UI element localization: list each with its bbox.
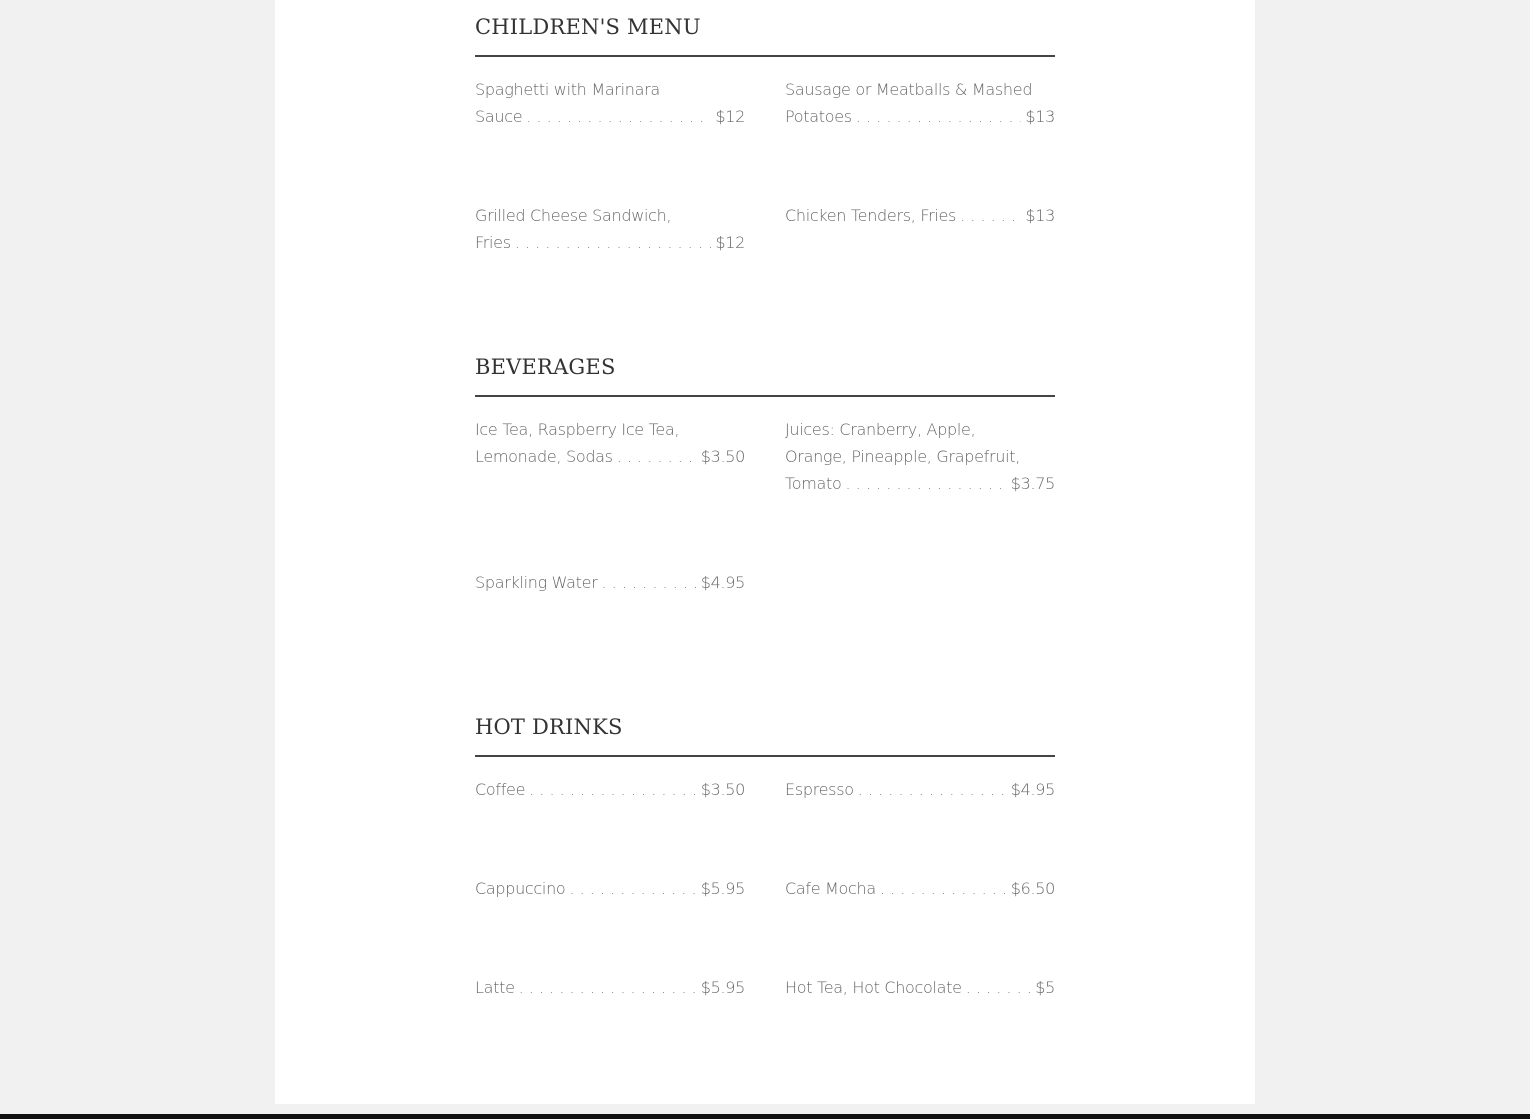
item-price: $3.50 bbox=[700, 447, 745, 466]
item-name: Hot Tea, Hot Chocolate bbox=[785, 978, 962, 997]
menu-item bbox=[785, 416, 1055, 497]
section-hot-drinks bbox=[475, 707, 1055, 997]
section-title: HOT DRINKS bbox=[475, 715, 623, 739]
dot-leader bbox=[526, 103, 711, 130]
section-divider bbox=[475, 755, 1055, 757]
dot-leader bbox=[569, 875, 696, 902]
dot-leader bbox=[856, 103, 1022, 130]
item-name: Cafe Mocha bbox=[785, 879, 876, 898]
menu-item bbox=[475, 76, 745, 130]
menu-item bbox=[475, 202, 745, 256]
item-name: Coffee bbox=[475, 780, 526, 799]
item-name-line: Grilled Cheese Sandwich, bbox=[475, 206, 672, 225]
item-name-line: Spaghetti with Marinara bbox=[475, 80, 660, 99]
bottom-bar bbox=[0, 1114, 1530, 1119]
menu-item bbox=[475, 875, 745, 902]
dot-leader bbox=[515, 229, 712, 256]
menu-item bbox=[785, 202, 1055, 229]
item-name: Sparkling Water bbox=[475, 573, 598, 592]
menu-item bbox=[785, 776, 1055, 803]
item-price: $5.95 bbox=[700, 879, 745, 898]
dot-leader bbox=[858, 776, 1007, 803]
dot-leader bbox=[846, 470, 1007, 497]
dot-leader bbox=[617, 443, 697, 470]
item-price: $5.95 bbox=[700, 978, 745, 997]
item-name: Espresso bbox=[785, 780, 854, 799]
dot-leader bbox=[601, 569, 696, 596]
item-price: $13 bbox=[1025, 107, 1055, 126]
menu-page bbox=[275, 0, 1255, 1104]
dot-leader bbox=[966, 974, 1032, 1001]
item-price: $5 bbox=[1035, 978, 1055, 997]
menu-item bbox=[785, 76, 1055, 130]
item-name: Lemonade, Sodas bbox=[475, 447, 613, 466]
item-name: Potatoes bbox=[785, 107, 852, 126]
item-name-line: Orange, Pineapple, Grapefruit, bbox=[785, 447, 1020, 466]
menu-item bbox=[475, 776, 745, 803]
item-name: Chicken Tenders, Fries bbox=[785, 206, 957, 225]
item-name: Latte bbox=[475, 978, 515, 997]
menu-item bbox=[475, 974, 745, 1001]
item-name: Fries bbox=[475, 233, 511, 252]
item-price: $12 bbox=[715, 233, 745, 252]
menu-item bbox=[785, 974, 1055, 1001]
section-divider bbox=[475, 55, 1055, 57]
dot-leader bbox=[880, 875, 1007, 902]
dot-leader bbox=[529, 776, 697, 803]
item-price: $3.75 bbox=[1010, 474, 1055, 493]
item-name: Tomato bbox=[785, 474, 842, 493]
section-beverages bbox=[475, 347, 1055, 592]
dot-leader bbox=[960, 202, 1021, 229]
section-title: BEVERAGES bbox=[475, 355, 616, 379]
menu-item bbox=[475, 569, 745, 596]
menu-item bbox=[475, 416, 745, 470]
item-name-line: Juices: Cranberry, Apple, bbox=[785, 420, 976, 439]
item-price: $4.95 bbox=[700, 573, 745, 592]
section-title: CHILDREN'S MENU bbox=[475, 15, 701, 39]
dot-leader bbox=[519, 974, 697, 1001]
item-name: Sauce bbox=[475, 107, 523, 126]
item-price: $3.50 bbox=[700, 780, 745, 799]
item-name-line: Sausage or Meatballs & Mashed bbox=[785, 80, 1033, 99]
section-childrens-menu bbox=[475, 7, 1055, 252]
menu-item bbox=[785, 875, 1055, 902]
section-divider bbox=[475, 395, 1055, 397]
item-name-line: Ice Tea, Raspberry Ice Tea, bbox=[475, 420, 680, 439]
item-price: $12 bbox=[715, 107, 745, 126]
item-price: $13 bbox=[1025, 206, 1055, 225]
item-name: Cappuccino bbox=[475, 879, 566, 898]
item-price: $6.50 bbox=[1010, 879, 1055, 898]
item-price: $4.95 bbox=[1010, 780, 1055, 799]
